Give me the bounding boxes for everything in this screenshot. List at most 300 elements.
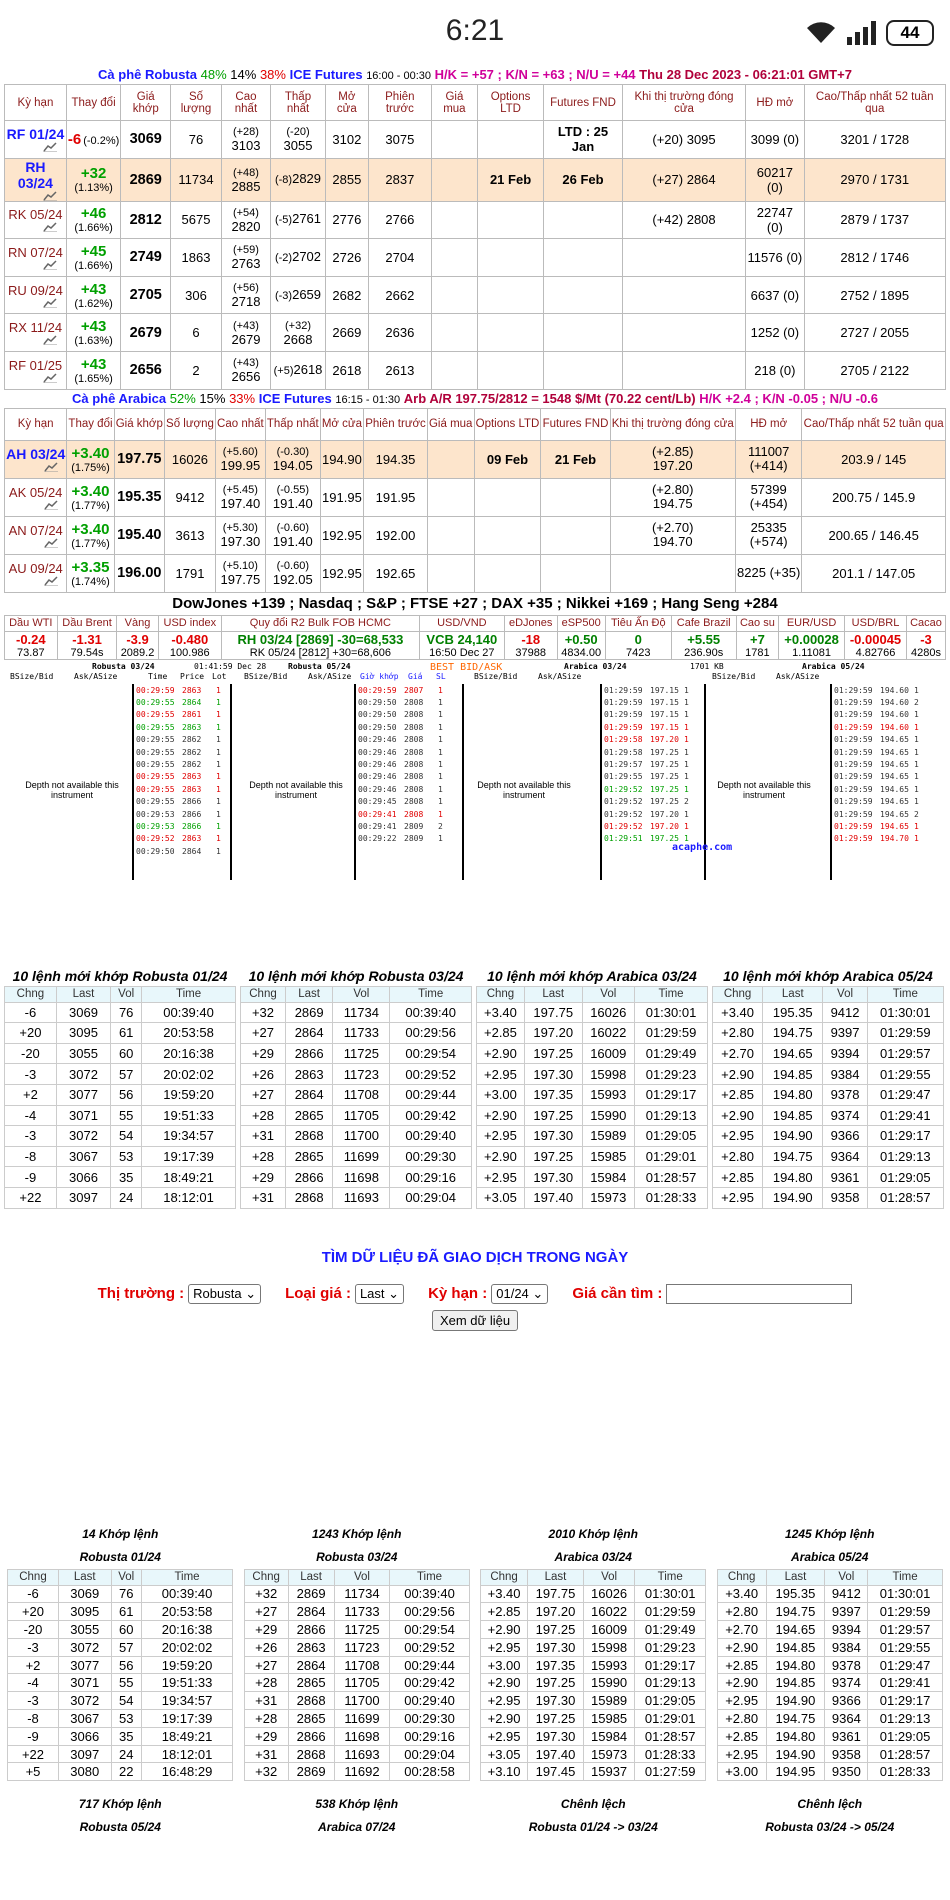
quote-cell[interactable]	[557, 631, 605, 659]
cell: 60	[111, 1043, 142, 1064]
term-select[interactable]	[491, 1284, 548, 1304]
open: 2776	[325, 201, 368, 239]
trade-price: 197.15	[650, 710, 679, 720]
cell: 53	[111, 1146, 142, 1167]
table-row	[5, 1084, 236, 1105]
contract-cell[interactable]	[5, 121, 67, 159]
cell: 9394	[823, 1043, 867, 1064]
cell: 194.80	[766, 1727, 825, 1745]
contract-name[interactable]: RU 09/24	[7, 282, 63, 298]
options-ltd	[474, 516, 541, 554]
cell: -3	[5, 1126, 57, 1147]
contract-name[interactable]: AU 09/24	[8, 560, 63, 576]
high-low-52w: 201.1 / 147.05	[802, 554, 946, 592]
arabica-pct-down: 33%	[229, 390, 256, 406]
table-row	[481, 1763, 706, 1781]
trade-lot: 1	[684, 735, 689, 745]
trade-count: 2010 Khớp lệnh	[548, 1526, 638, 1541]
cell: 3066	[56, 1167, 110, 1188]
cell: 35	[111, 1167, 142, 1188]
depth-unavailable: Depth not available this instrument	[717, 779, 811, 800]
quote-cell[interactable]	[605, 631, 671, 659]
trade-lot: 1	[438, 685, 443, 695]
cell: 01:29:17	[868, 1692, 942, 1710]
find-price-input[interactable]	[666, 1284, 852, 1304]
quote-cell[interactable]	[779, 631, 845, 659]
last-price	[121, 239, 171, 277]
low-value: 191.40	[272, 534, 313, 550]
table-row	[241, 1187, 472, 1208]
contract-cell[interactable]	[5, 554, 67, 592]
cell: 76	[111, 1585, 141, 1603]
trade-time: 01:29:59	[604, 710, 643, 720]
cell: 01:29:01	[635, 1710, 706, 1728]
more-trades-block	[7, 1793, 233, 1839]
high-delta: (+59)	[232, 244, 259, 257]
trade-count: Chênh lệch	[797, 1797, 863, 1812]
arabica-pct-flat: 15%	[199, 390, 226, 406]
cell: 01:29:41	[867, 1105, 943, 1126]
trade-lot: 1	[438, 797, 443, 807]
table-row	[8, 1585, 233, 1603]
quote-cell[interactable]	[57, 631, 117, 659]
cell: 194.85	[766, 1638, 825, 1656]
open-interest: 11576 (0)	[746, 239, 804, 277]
open: 2855	[325, 158, 368, 201]
trade-time: 01:29:59	[834, 821, 873, 831]
cell: 197.25	[527, 1621, 583, 1639]
quote-cell[interactable]	[5, 631, 58, 659]
open-interest-cell	[735, 478, 801, 516]
trade-price: 197.25	[650, 772, 679, 782]
cell: 01:29:13	[635, 1105, 708, 1126]
market-depth-panel	[4, 662, 946, 882]
cell: 3055	[56, 1043, 110, 1064]
cell: -3	[5, 1064, 57, 1085]
cell: +2.85	[717, 1727, 766, 1745]
ask-size-header: Ask/ASize	[74, 671, 118, 681]
chart-icon[interactable]	[36, 500, 65, 510]
best-bid-ask-title: BEST BID/ASK	[430, 661, 503, 673]
contract-name[interactable]: AK 05/24	[8, 484, 63, 500]
trade-count: Chênh lệch	[560, 1797, 626, 1812]
arabica-hours: 16:15 - 01:30	[335, 393, 401, 406]
contract-name[interactable]: AN 07/24	[8, 522, 63, 538]
table-row	[241, 1084, 472, 1105]
futures-fnd: 21 Feb	[541, 440, 610, 478]
table-row	[713, 1064, 944, 1085]
high-cell	[221, 276, 270, 314]
cell: 15990	[582, 1105, 635, 1126]
cell: +3.00	[477, 1084, 525, 1105]
column-header: Giá mua	[427, 408, 474, 440]
cell: -3	[8, 1638, 58, 1656]
cell: 194.85	[763, 1105, 823, 1126]
price-type-select[interactable]	[355, 1284, 404, 1304]
contract-row[interactable]	[5, 239, 946, 277]
trade-price: 194.65	[880, 784, 909, 794]
column-header: Last	[286, 986, 333, 1002]
trade-price: 2866	[182, 821, 202, 831]
bid	[431, 276, 477, 314]
cell: 18:12:01	[141, 1745, 232, 1763]
contract-row[interactable]	[5, 516, 946, 554]
cell: 197.35	[524, 1084, 582, 1105]
column-header: Chng	[5, 986, 57, 1002]
contract-name[interactable]: RH 03/24	[17, 158, 53, 191]
cell: 9397	[825, 1603, 868, 1621]
cell: 01:30:01	[635, 1585, 706, 1603]
cell: 11693	[334, 1745, 390, 1763]
trade-price: 2863	[182, 784, 202, 794]
quote-header: Cacao	[907, 615, 946, 631]
cell: 01:28:33	[868, 1763, 942, 1781]
trade-time: 01:29:55	[604, 772, 643, 782]
contract-cell[interactable]	[5, 158, 67, 201]
trade-price: 2808	[404, 735, 424, 745]
quote-sub: 4280s	[911, 646, 941, 659]
cell: -6	[8, 1585, 58, 1603]
cell: +28	[241, 1146, 286, 1167]
chart-icon[interactable]	[36, 462, 65, 472]
trade-lot: 1	[438, 784, 443, 794]
depth-title: Arabica 03/24	[564, 661, 627, 671]
cell: +2.95	[713, 1187, 763, 1208]
change-value: +3.35	[71, 558, 110, 576]
contract-cell[interactable]	[5, 314, 67, 352]
cell: +2.95	[477, 1064, 525, 1085]
contract-cell[interactable]	[5, 440, 67, 478]
contract-row[interactable]	[5, 478, 946, 516]
contract-cell[interactable]	[5, 239, 67, 277]
quote-cell[interactable]	[907, 631, 946, 659]
trade-lot: 1	[438, 697, 443, 707]
high-low-52w: 200.75 / 145.9	[802, 478, 946, 516]
contract-row[interactable]	[5, 276, 946, 314]
trade-lot: 1	[914, 759, 919, 769]
contract-name[interactable]: RF 01/24	[6, 126, 65, 143]
contract-cell[interactable]	[5, 516, 67, 554]
cell: 01:29:01	[635, 1146, 708, 1167]
chart-icon[interactable]	[36, 191, 65, 201]
trade-lot: 1	[914, 797, 919, 807]
options-ltd: 21 Feb	[477, 158, 543, 201]
robusta-title[interactable]: Cà phê Robusta	[98, 67, 197, 82]
table-row	[244, 1692, 469, 1710]
low-value: 2702	[292, 248, 322, 264]
cell: 19:59:20	[141, 1656, 232, 1674]
chart-icon[interactable]	[36, 260, 65, 270]
cell: 00:29:30	[390, 1146, 472, 1167]
low-delta: (-0.30)	[276, 446, 309, 459]
contract-cell[interactable]	[5, 276, 67, 314]
quote-value: -0.480	[171, 631, 209, 647]
change-cell	[67, 440, 114, 478]
last-price-value: 2679	[129, 324, 162, 341]
low-delta: (-0.55)	[276, 484, 309, 497]
cell: 60	[111, 1621, 141, 1639]
trade-time: 00:29:55	[136, 735, 175, 745]
chart-icon[interactable]	[36, 335, 65, 345]
cell: 19:51:33	[142, 1105, 236, 1126]
low-delta: (-8)	[274, 174, 293, 187]
cell: +5	[8, 1763, 58, 1781]
cell: 16009	[584, 1621, 635, 1639]
trade-lot: 2	[438, 821, 443, 831]
table-row	[713, 1105, 944, 1126]
view-data-button[interactable]: Xem dữ liệu	[432, 1310, 518, 1331]
cell: 9364	[823, 1146, 867, 1167]
trade-price: 2864	[182, 846, 202, 856]
trade-time: 00:29:45	[358, 797, 397, 807]
cell: +29	[244, 1727, 288, 1745]
contract-cell[interactable]	[5, 478, 67, 516]
cell: 01:28:57	[867, 1187, 943, 1208]
column-header: Kỳ hạn	[5, 85, 67, 121]
cell: -20	[8, 1621, 58, 1639]
contract-row[interactable]	[5, 201, 946, 239]
contract-row[interactable]	[5, 554, 946, 592]
contract-row[interactable]	[5, 158, 946, 201]
quote-value: -18	[521, 631, 541, 647]
cell: 01:29:59	[635, 1023, 708, 1044]
change-value: +3.40	[71, 482, 110, 500]
contract-name[interactable]: RF 01/25	[8, 357, 63, 373]
column-header: Mở cửa	[325, 85, 368, 121]
contract-row[interactable]	[5, 121, 946, 159]
table-row	[8, 1727, 233, 1745]
chart-icon[interactable]	[36, 576, 65, 586]
trade-time: 00:29:50	[136, 846, 175, 856]
trade-lot: 1	[684, 722, 689, 732]
cell: 3072	[56, 1064, 110, 1085]
cell: 01:29:23	[635, 1064, 708, 1085]
column-header: Vol	[334, 1569, 390, 1585]
contract-cell[interactable]	[5, 201, 67, 239]
trade-price: 2863	[182, 722, 202, 732]
column-header: Last	[763, 986, 823, 1002]
cell: 01:27:59	[635, 1763, 706, 1781]
table-row	[8, 1763, 233, 1781]
contract-row[interactable]	[5, 314, 946, 352]
cell: -8	[5, 1146, 57, 1167]
bid	[431, 239, 477, 277]
contract-name[interactable]: RN 07/24	[7, 244, 63, 260]
high-low-52w: 2752 / 1895	[804, 276, 946, 314]
cell: 3077	[58, 1656, 111, 1674]
cell: 00:29:52	[390, 1064, 472, 1085]
cell: 11734	[334, 1585, 390, 1603]
contract-name[interactable]: RX 11/24	[8, 320, 63, 336]
close: (+27) 2864	[622, 158, 745, 201]
table-row	[244, 1674, 469, 1692]
last-price	[114, 478, 164, 516]
cell: 01:29:13	[867, 1146, 943, 1167]
high-cell	[215, 440, 265, 478]
quote-value: -0.00045	[849, 631, 902, 647]
trade-time: 01:29:59	[834, 685, 873, 695]
arabica-exchange[interactable]: ICE Futures	[258, 390, 332, 406]
chart-icon[interactable]	[36, 298, 65, 308]
volume: 11734	[171, 158, 222, 201]
find-price-label: Giá cần tìm :	[572, 1284, 663, 1302]
table-row	[241, 1023, 472, 1044]
search-title: TÌM DỮ LIỆU ĐÃ GIAO DỊCH TRONG NGÀY	[321, 1248, 629, 1266]
table-row	[713, 1084, 944, 1105]
table-row	[477, 1084, 708, 1105]
trade-time: 00:29:46	[358, 772, 397, 782]
arabica-title[interactable]: Cà phê Arabica	[71, 390, 167, 406]
quote-value: +0.50	[564, 631, 598, 647]
cell: +2.80	[717, 1710, 766, 1728]
cell: 3069	[58, 1585, 111, 1603]
quote-header: Cao su	[736, 615, 778, 631]
chart-icon[interactable]	[36, 142, 65, 152]
trade-time: 01:29:59	[834, 722, 873, 732]
column-header: Time	[868, 1569, 942, 1585]
trade-lot: 1	[438, 772, 443, 782]
robusta-exchange[interactable]: ICE Futures	[289, 67, 363, 82]
column-header: Khi thị trường đóng cửa	[622, 85, 745, 121]
table-row	[244, 1603, 469, 1621]
column-separator	[462, 684, 464, 880]
change-cell	[66, 158, 120, 201]
cell: 3055	[58, 1621, 111, 1639]
trade-count: 14 Khớp lệnh	[82, 1526, 159, 1541]
contract-cell[interactable]	[5, 351, 67, 389]
change-cell	[66, 276, 120, 314]
cell: 197.45	[527, 1763, 583, 1781]
contract-name[interactable]: RK 05/24	[8, 207, 63, 223]
cell: +2.90	[717, 1674, 766, 1692]
cell: -9	[8, 1727, 58, 1745]
cell: +2.70	[717, 1621, 766, 1639]
options-ltd: 09 Feb	[474, 440, 541, 478]
quote-cell[interactable]	[117, 631, 158, 659]
futures-fnd	[544, 276, 623, 314]
bid	[427, 478, 474, 516]
column-header: Time	[635, 986, 708, 1002]
cell: 15993	[584, 1656, 635, 1674]
change-cell	[66, 121, 120, 159]
last-price	[114, 554, 164, 592]
chart-icon[interactable]	[36, 373, 65, 383]
cell: 15985	[582, 1146, 635, 1167]
cell: 01:28:57	[635, 1167, 708, 1188]
cell: 00:29:40	[390, 1126, 472, 1147]
cell: 197.30	[524, 1167, 582, 1188]
open: 194.90	[320, 440, 363, 478]
table-row	[244, 1710, 469, 1728]
trade-price: 2863	[182, 685, 202, 695]
low-cell	[271, 201, 326, 239]
column-header: Thấp nhất	[271, 85, 326, 121]
quote-header: eSP500	[557, 615, 605, 631]
cell: 9364	[825, 1710, 868, 1728]
table-row	[481, 1621, 706, 1639]
high-value: 199.95	[220, 458, 261, 474]
depth-unavailable: Depth not available this instrument	[249, 779, 343, 800]
chevron-down-icon: ⌄	[388, 1285, 400, 1301]
high-cell	[221, 314, 270, 352]
table-row	[244, 1763, 469, 1781]
table-row	[244, 1745, 469, 1763]
column-header: Vol	[823, 986, 867, 1002]
cell: 197.30	[527, 1727, 583, 1745]
quote-cell[interactable]	[158, 631, 221, 659]
price-type-label: Loại giá :	[285, 1284, 351, 1302]
column-separator	[354, 684, 356, 880]
quote-cell[interactable]	[504, 631, 557, 659]
quote-cell[interactable]	[419, 631, 504, 659]
cell: +28	[244, 1710, 288, 1728]
column-header: Chng	[477, 986, 525, 1002]
market-select[interactable]	[188, 1284, 261, 1304]
contract-name[interactable]: AH 03/24	[6, 446, 66, 463]
depth-title: Robusta 03/24	[92, 661, 155, 671]
trade-price: 194.65	[880, 821, 909, 831]
high-delta: (+5.10)	[222, 560, 258, 573]
contract-row[interactable]	[5, 440, 946, 478]
cell: +2.80	[717, 1603, 766, 1621]
cell: 15998	[584, 1638, 635, 1656]
chart-icon[interactable]	[36, 222, 65, 232]
previous: 3075	[368, 121, 431, 159]
trade-time: 00:29:41	[358, 821, 397, 831]
change-value: +46	[80, 205, 107, 223]
cell: 2868	[286, 1187, 333, 1208]
cell: 01:28:57	[635, 1727, 706, 1745]
cell: +2.95	[477, 1126, 525, 1147]
contract-row[interactable]	[5, 351, 946, 389]
table-row	[477, 1064, 708, 1085]
change-pct: (1.63%)	[74, 335, 113, 348]
low-delta: (+5)	[273, 364, 294, 377]
table-row	[717, 1763, 942, 1781]
quote-cell[interactable]	[222, 631, 420, 659]
trade-price: 2809	[404, 821, 424, 831]
cell: 00:29:42	[390, 1674, 469, 1692]
depth-unavailable: Depth not available this instrument	[477, 779, 571, 800]
change-pct: (1.65%)	[74, 372, 113, 385]
trade-time: 01:29:59	[834, 710, 873, 720]
cell: 01:29:05	[867, 1167, 943, 1188]
low-delta: (-3)	[274, 289, 293, 302]
quote-value: -3	[920, 631, 932, 647]
close-cell	[610, 516, 735, 554]
close-delta: (+2.80)	[651, 482, 694, 498]
previous: 2766	[368, 201, 431, 239]
high-low-52w: 2705 / 2122	[804, 351, 946, 389]
bid-size-header: BSize/Bid	[712, 671, 756, 681]
open-interest-cell	[735, 516, 801, 554]
last-price-value: 3069	[129, 131, 162, 148]
trade-price: 194.60	[880, 722, 909, 732]
cell: +2.85	[717, 1656, 766, 1674]
change-pct: (1.13%)	[74, 182, 113, 195]
cell: 2866	[288, 1621, 334, 1639]
trade-lot: 1	[216, 710, 221, 720]
cell: 20:53:58	[141, 1603, 232, 1621]
quote-cell[interactable]	[845, 631, 907, 659]
last-price-value: 2656	[129, 362, 162, 379]
trade-time: 00:29:53	[136, 821, 175, 831]
cell: -4	[8, 1674, 58, 1692]
open: 2669	[325, 314, 368, 352]
quote-cell[interactable]	[671, 631, 736, 659]
chart-icon[interactable]	[36, 538, 65, 548]
quote-cell[interactable]	[736, 631, 778, 659]
